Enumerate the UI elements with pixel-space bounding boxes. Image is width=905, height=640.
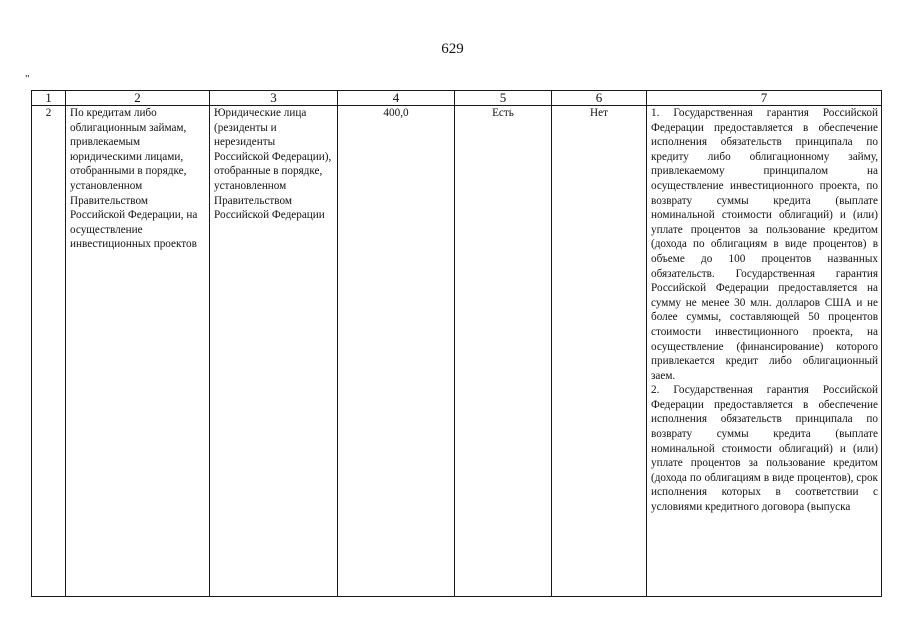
column-header-1: 1 bbox=[32, 91, 66, 106]
column-header-5: 5 bbox=[455, 91, 552, 106]
conditions-cell bbox=[647, 106, 882, 597]
principal-category-cell: Юридические лица (резиденты и нерезиденты Российской Федерации), отобранные в порядке, установленном Правительством Российской Федерации bbox=[210, 106, 338, 597]
amount-cell: 400,0 bbox=[338, 106, 455, 597]
table-row bbox=[32, 106, 882, 597]
conditions-paragraph-1: 1. Государственная гарантия Российской Федерации предоставляется в обеспечение исполнения обязательств принципала по кредиту либо облигационному займу, привлекаемому принципалом на осуществление инвестиционного проекта, по возврату суммы кредита (выплате номинальной стоимости облигаций) и (или) уплате процентов за пользование кредитом (дохода по облигациям в виде процентов) в объеме до 100 процентов названных обязательств. Государственная гарантия Российской Федерации предоставляется на сумму не менее 30 млн. долларов США и не более суммы, составляющей 50 процентов стоимости инвестиционного проекта, на осуществление (финансирование) которого привлекается кредит либо облигационный заем. bbox=[651, 107, 878, 382]
conditions-paragraph-2: 2. Государственная гарантия Российской Федерации предоставляется в обеспечение исполнения обязательств принципала по возврату суммы кредита (выплате номинальной стоимости облигаций) и (или) уплате процентов за пользование кредитом (дохода по облигациям в виде процентов), срок исполнения которых в соответствии с условиями кредитного договора (выпуска bbox=[651, 384, 878, 514]
column-header-7: 7 bbox=[647, 91, 882, 106]
page-number: 629 bbox=[441, 41, 464, 57]
continuation-quote-mark: " bbox=[25, 73, 30, 85]
recourse-right-cell: Есть bbox=[455, 106, 552, 597]
column-header-6: 6 bbox=[552, 91, 647, 106]
purpose-cell: По кредитам либо облигационным займам, привлекаемым юридическими лицами, отобранными в порядке, установленном Правительством Российской Федерации, на осуществление инвестиционных проектов bbox=[66, 106, 210, 597]
column-header-3: 3 bbox=[210, 91, 338, 106]
guarantees-table bbox=[31, 90, 882, 597]
table-header-row bbox=[32, 91, 882, 106]
row-number-cell: 2 bbox=[32, 106, 66, 597]
security-check-cell: Нет bbox=[552, 106, 647, 597]
column-header-2: 2 bbox=[66, 91, 210, 106]
column-header-4: 4 bbox=[338, 91, 455, 106]
